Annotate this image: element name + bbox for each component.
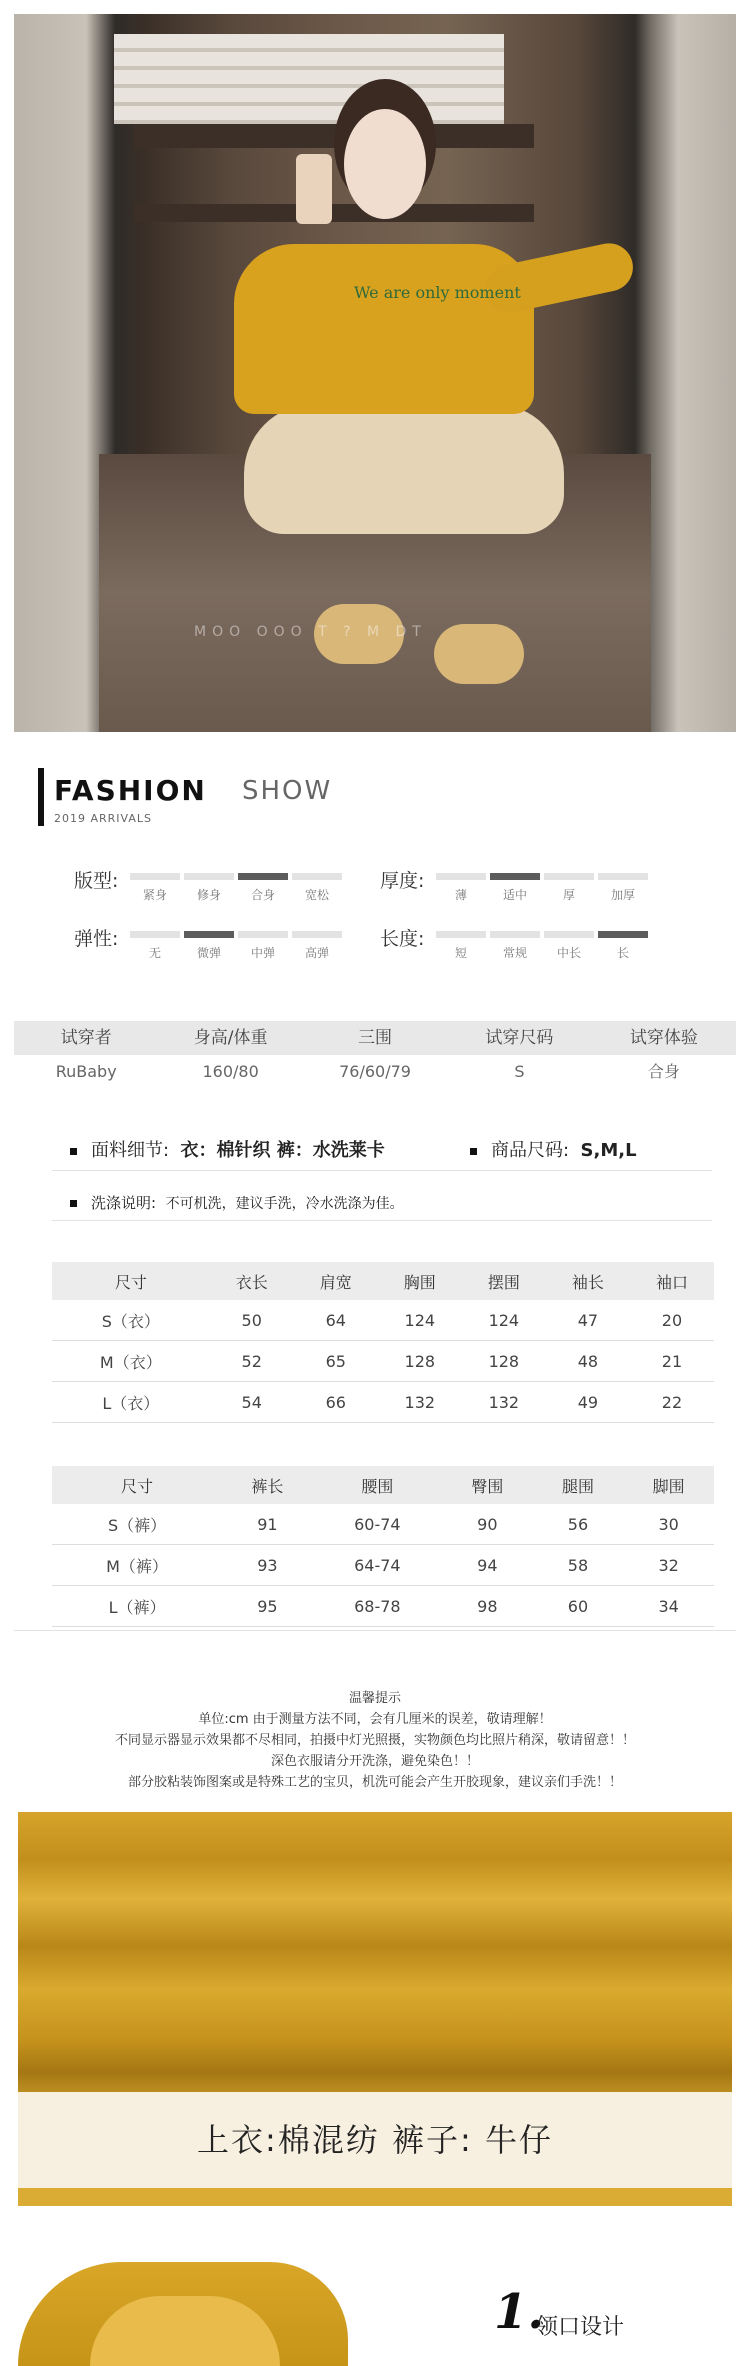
photo-watermark: MOO OOO T ? M DT: [194, 624, 427, 640]
length-seg-selected: [598, 931, 648, 938]
tryon-header-cell: 三围: [358, 1028, 393, 1048]
table-cell: 128: [378, 1341, 462, 1382]
shirt-print-text: We are only moment: [354, 283, 521, 302]
table-cell: 48: [546, 1341, 630, 1382]
notice-block: [50, 1688, 700, 1793]
size-detail: [470, 1136, 637, 1162]
length-label: 长度:: [380, 928, 425, 950]
size-label: 商品尺码:: [491, 1140, 570, 1161]
fabric-caption-bar: [18, 2092, 732, 2188]
table-cell: 49: [546, 1382, 630, 1423]
table-header-cell: 袖口: [630, 1262, 714, 1300]
table-cell: 65: [294, 1341, 378, 1382]
table-header-cell: 摆围: [462, 1262, 546, 1300]
table-header-cell: 尺寸: [52, 1262, 210, 1300]
table-cell: 60: [533, 1586, 624, 1627]
thickness-seg: [544, 873, 594, 880]
elastic-seg: [292, 931, 342, 938]
table-cell: 30: [623, 1504, 714, 1545]
wash-label: 洗涤说明:: [91, 1194, 157, 1212]
tryon-header-row: [14, 1021, 736, 1055]
thickness-seg: [436, 873, 486, 880]
length-seg: [544, 931, 594, 938]
table-header-cell: 腿围: [533, 1466, 624, 1504]
tryon-table: [14, 1021, 736, 1089]
table-cell: S（裤）: [52, 1504, 222, 1545]
table-cell: 93: [222, 1545, 313, 1586]
length-seg: [490, 931, 540, 938]
length-seg: [436, 931, 486, 938]
wall-panel: [114, 34, 504, 124]
fit-seg-selected: [238, 873, 288, 880]
thickness-option: 厚: [562, 888, 575, 902]
divider: [52, 1170, 712, 1171]
phone-in-hand: [296, 154, 332, 224]
table-cell: 21: [630, 1341, 714, 1382]
tryon-header-cell: 身高/体重: [193, 1028, 268, 1048]
table-cell: 60-74: [313, 1504, 442, 1545]
tryon-header-cell: 试穿体验: [629, 1028, 698, 1048]
fabric-detail: [70, 1136, 385, 1162]
fabric-label: 面料细节:: [91, 1140, 170, 1161]
table-header-cell: 胸围: [378, 1262, 462, 1300]
table-cell: 98: [442, 1586, 533, 1627]
thickness-option: 薄: [454, 888, 467, 902]
elastic-option: 微弹: [196, 946, 221, 960]
fit-seg: [184, 873, 234, 880]
table-cell: 64-74: [313, 1545, 442, 1586]
fit-option: 紧身: [142, 888, 167, 902]
table-cell: 34: [623, 1586, 714, 1627]
table-cell: L（衣）: [52, 1382, 210, 1423]
table-cell: L（裤）: [52, 1586, 222, 1627]
table-cell: 52: [210, 1341, 294, 1382]
table-cell: 91: [222, 1504, 313, 1545]
table-cell: 32: [623, 1545, 714, 1586]
elastic-seg: [130, 931, 180, 938]
feature-label: 领口设计: [536, 2315, 625, 2340]
fashion-title: FASHION: [54, 774, 207, 807]
thickness-option: 加厚: [610, 888, 635, 902]
table-cell: 95: [222, 1586, 313, 1627]
table-header-cell: 袖长: [546, 1262, 630, 1300]
table-row: [52, 1504, 714, 1545]
table-header-cell: 裤长: [222, 1466, 313, 1504]
shelf: [134, 124, 534, 148]
tryon-row: [14, 1055, 736, 1089]
table-cell: 132: [378, 1382, 462, 1423]
table-cell: 94: [442, 1545, 533, 1586]
shelf: [134, 204, 534, 222]
size-value: S,M,L: [580, 1140, 637, 1161]
table-cell: 58: [533, 1545, 624, 1586]
fit-seg: [130, 873, 180, 880]
length-option: 长: [616, 946, 629, 960]
table-row: [52, 1382, 714, 1423]
bullet-icon: [470, 1148, 477, 1155]
length-option: 常规: [502, 946, 527, 960]
tryon-cell: S: [514, 1062, 525, 1081]
top-size-table: [52, 1262, 714, 1423]
table-cell: 90: [442, 1504, 533, 1545]
fit-label: 版型:: [74, 870, 119, 892]
table-header-cell: 肩宽: [294, 1262, 378, 1300]
length-option: 短: [454, 946, 467, 960]
pants-size-table: [52, 1466, 714, 1627]
fit-option: 合身: [250, 888, 275, 902]
length-option: 中长: [556, 946, 581, 960]
elastic-option: 高弹: [304, 946, 329, 960]
tryon-cell: 160/80: [202, 1062, 259, 1081]
table-cell: M（裤）: [52, 1545, 222, 1586]
model-head: [344, 109, 426, 219]
bullet-icon: [70, 1200, 77, 1207]
tryon-cell: RuBaby: [55, 1062, 117, 1081]
table-row: [52, 1300, 714, 1341]
thickness-option: 适中: [502, 888, 527, 902]
table-header-cell: 衣长: [210, 1262, 294, 1300]
thickness-seg: [598, 873, 648, 880]
notice-line: 深色衣服请分开洗涤，避免染色！！: [270, 1754, 479, 1769]
table-cell: M（衣）: [52, 1341, 210, 1382]
table-cell: 50: [210, 1300, 294, 1341]
table-header-cell: 尺寸: [52, 1466, 222, 1504]
bullet-icon: [70, 1148, 77, 1155]
table-cell: 64: [294, 1300, 378, 1341]
divider: [14, 1630, 736, 1631]
table-cell: 68-78: [313, 1586, 442, 1627]
fabric-photo: [18, 1812, 732, 2206]
table-row: [52, 1586, 714, 1627]
elastic-seg-selected: [184, 931, 234, 938]
wash-detail: [70, 1192, 404, 1213]
fit-option: 修身: [196, 888, 221, 902]
table-cell: 54: [210, 1382, 294, 1423]
table-cell: 66: [294, 1382, 378, 1423]
table-row: [52, 1545, 714, 1586]
tryon-cell: 合身: [647, 1062, 680, 1081]
model-shirt: [234, 244, 534, 414]
table-header-cell: 腰围: [313, 1466, 442, 1504]
table-cell: 128: [462, 1341, 546, 1382]
table-cell: 20: [630, 1300, 714, 1341]
table-cell: 132: [462, 1382, 546, 1423]
table-cell: 47: [546, 1300, 630, 1341]
hero-photo: [14, 14, 736, 732]
table-cell: 124: [378, 1300, 462, 1341]
wash-value: 不可机洗，建议手洗，冷水洗涤为佳。: [165, 1196, 404, 1212]
model-pants: [244, 404, 564, 534]
fabric-value: 衣：棉针织 裤：水洗莱卡: [180, 1140, 385, 1161]
elastic-label: 弹性:: [74, 928, 119, 950]
elastic-option: 中弹: [250, 946, 275, 960]
thickness-label: 厚度:: [380, 870, 425, 892]
arrivals-subtitle: 2019 ARRIVALS: [54, 812, 153, 825]
elastic-option: 无: [148, 946, 161, 960]
table-cell: 56: [533, 1504, 624, 1545]
tryon-cell: 76/60/79: [339, 1062, 411, 1081]
notice-line: 单位:cm 由于测量方法不同，会有几厘米的误差，敬请理解！: [198, 1712, 552, 1727]
elastic-seg: [238, 931, 288, 938]
thickness-seg-selected: [490, 873, 540, 880]
table-cell: S（衣）: [52, 1300, 210, 1341]
table-header-cell: 脚围: [623, 1466, 714, 1504]
notice-line: 不同显示器显示效果都不尽相同，拍摄中灯光照摄，实物颜色均比照片稍深，敬请留意！！: [114, 1733, 635, 1748]
fit-option: 宽松: [304, 888, 329, 902]
divider: [52, 1220, 712, 1221]
fabric-caption: 上衣:棉混纺 裤子: 牛仔: [197, 2121, 553, 2159]
table-row: [52, 1341, 714, 1382]
table-header-cell: 臀围: [442, 1466, 533, 1504]
table-header-row: [52, 1262, 714, 1300]
notice-line: 部分胶粘装饰图案或是特殊工艺的宝贝，机洗可能会产生开胶现象，建议亲们手洗！！: [127, 1775, 622, 1790]
show-title: SHOW: [242, 776, 333, 806]
tryon-header-cell: 试穿尺码: [485, 1028, 554, 1048]
table-header-row: [52, 1466, 714, 1504]
tryon-header-cell: 试穿者: [60, 1028, 112, 1048]
notice-title: 温馨提示: [348, 1691, 401, 1706]
table-cell: 22: [630, 1382, 714, 1423]
table-cell: 124: [462, 1300, 546, 1341]
model-sleeve: [481, 239, 638, 317]
fit-seg: [292, 873, 342, 880]
feature-number: 1.: [494, 2284, 545, 2340]
header-accent-bar: [38, 768, 44, 826]
